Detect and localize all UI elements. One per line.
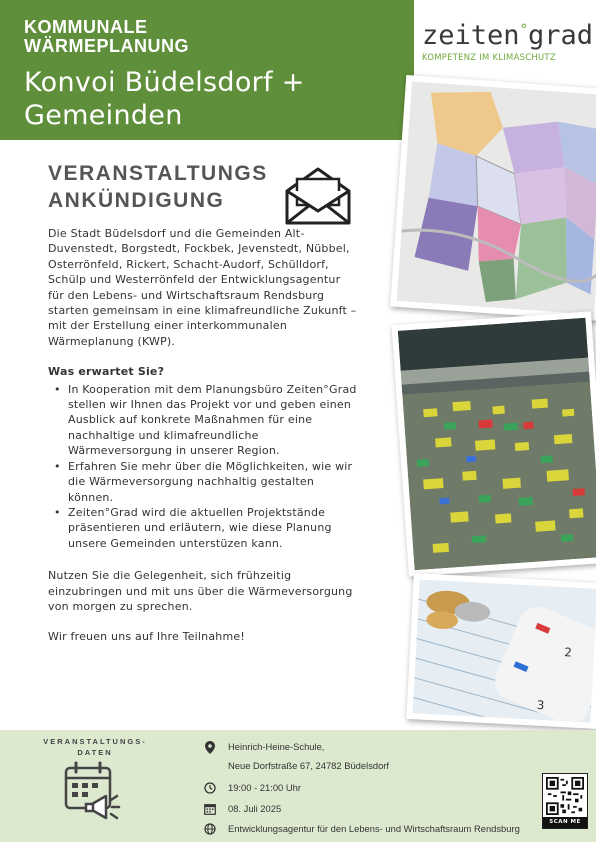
expect-list xyxy=(48,382,358,551)
logo-word-left: zeiten xyxy=(422,20,520,51)
organizer-row xyxy=(202,822,520,836)
calendar-megaphone-icon xyxy=(62,760,126,828)
location-address: Neue Dorfstraße 67, 24782 Büdelsdorf xyxy=(228,760,390,771)
qr-scan-label: SCAN ME xyxy=(543,817,587,828)
location-name: Heinrich-Heine-Schule, xyxy=(228,741,325,752)
expect-heading: Was erwartet Sie? xyxy=(48,365,165,379)
event-footer xyxy=(0,730,596,842)
location-row xyxy=(202,740,389,772)
thermostat-coins-image xyxy=(413,579,596,722)
location-pin-icon xyxy=(202,740,218,754)
title-line2: ANKÜNDIGUNG xyxy=(48,189,225,212)
logo-degree: ° xyxy=(519,22,528,38)
calendar-icon xyxy=(202,802,218,816)
map-photo xyxy=(390,75,596,321)
header-title-line2: Gemeinden xyxy=(24,100,183,131)
closing-paragraph: Nutzen Sie die Gelegenheit, sich frühzeitig einzubringen und mit uns über die Wärmeversorgung von morgen zu sprechen. xyxy=(48,569,353,613)
globe-icon xyxy=(202,822,218,836)
city-3d-photo xyxy=(391,311,596,576)
header-subtitle-line2: WÄRMEPLANUNG xyxy=(24,36,189,56)
event-data-label: VERANSTALTUNGS-DATEN xyxy=(43,737,147,757)
svg-text:2: 2 xyxy=(563,645,573,660)
title-line1: VERANSTALTUNGS xyxy=(48,162,268,185)
heat-demand-3d-image xyxy=(398,318,596,571)
thermostat-photo xyxy=(406,573,596,729)
list-item: • Zeiten°Grad wird die aktuellen Projektstände präsentieren und erläutern, wie diese Planung unsere Gemeinden unterstüzen kann. xyxy=(48,505,358,551)
header-title-line1: Konvoi Büdelsdorf + xyxy=(24,67,305,98)
header-banner xyxy=(0,0,414,140)
clock-icon xyxy=(202,781,218,795)
svg-text:3: 3 xyxy=(536,697,545,713)
farewell-text: Wir freuen uns auf Ihre Teilnahme! xyxy=(48,630,245,644)
logo-wordmark xyxy=(422,20,594,51)
list-item: • In Kooperation mit dem Planungsbüro Zeiten°Grad stellen wir Ihnen das Projekt vor und geben einen Ausblick auf konkrete Maßnahmen für eine nachhaltige und klimafreundliche Wärmeversorgung in unserer Region. xyxy=(48,382,358,459)
header-subtitle-line1: KOMMUNALE xyxy=(24,17,148,37)
header-subtitle xyxy=(24,18,189,56)
event-date: 08. Juli 2025 xyxy=(228,803,282,814)
municipality-map-image xyxy=(397,81,596,314)
intro-paragraph: Die Stadt Büdelsdorf und die Gemeinden Alt-Duvenstedt, Borgstedt, Fockbek, Jevenstedt, Nübbel, Osterrönfeld, Rickert, Schacht-Audorf, Schülldorf, Schülp und Westerrönfeld der Entwicklungsagentur für den Lebens- und Wirtschaftsraum Rendsburg starten gemeinsam in eine klimafreundliche Zukunft – mit der Erstellung einer interkommunalen Wärmeplanung (KWP). xyxy=(48,227,357,348)
date-row xyxy=(202,802,281,816)
announcement-body xyxy=(48,226,358,660)
envelope-icon xyxy=(283,165,353,231)
list-item: • Erfahren Sie mehr über die Möglichkeiten, wie wir die Wärmeversorgung nachhaltig gestalten können. xyxy=(48,459,358,505)
qr-code[interactable] xyxy=(542,773,588,829)
time-row xyxy=(202,781,301,795)
qr-code-image xyxy=(546,777,584,815)
event-organizer: Entwicklungsagentur für den Lebens- und Wirtschaftsraum Rendsburg xyxy=(228,823,520,834)
zeitengrad-logo xyxy=(422,20,594,62)
event-time: 19:00 - 21:00 Uhr xyxy=(228,782,301,793)
header-title xyxy=(24,66,305,132)
logo-tagline: KOMPETENZ IM KLIMASCHUTZ xyxy=(422,52,556,62)
logo-word-right: grad xyxy=(527,20,594,51)
